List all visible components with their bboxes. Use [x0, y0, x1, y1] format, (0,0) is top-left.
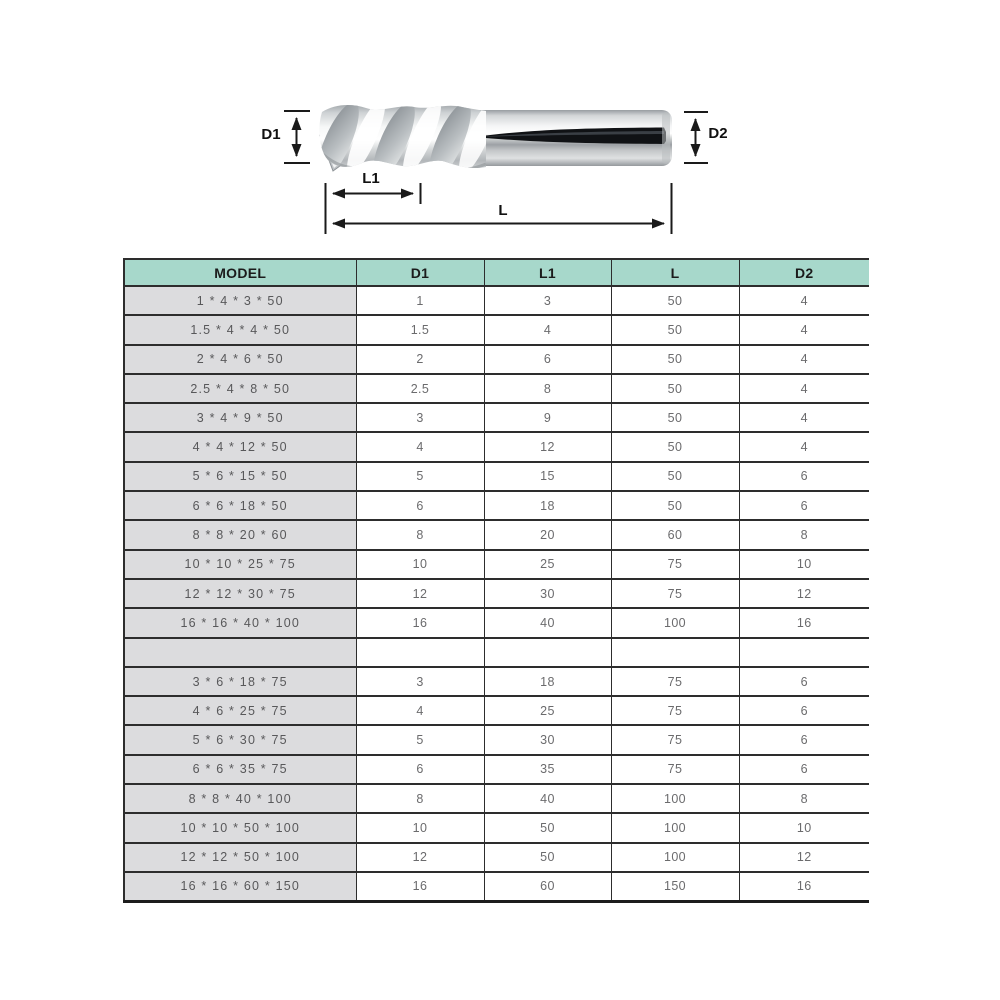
value-cell: 5: [356, 725, 484, 754]
value-cell: 4: [356, 696, 484, 725]
value-cell: 3: [356, 403, 484, 432]
value-cell: 6: [739, 462, 869, 491]
value-cell: 8: [356, 784, 484, 813]
value-cell: 9: [484, 403, 611, 432]
column-header-l1: L1: [484, 259, 611, 286]
value-cell: [739, 638, 869, 667]
value-cell: 60: [484, 872, 611, 901]
model-cell: 8 * 8 * 40 * 100: [124, 784, 356, 813]
spec-table-header-row: [124, 259, 869, 286]
model-cell: 12 * 12 * 30 * 75: [124, 579, 356, 608]
value-cell: 3: [356, 667, 484, 696]
model-cell: 5 * 6 * 30 * 75: [124, 725, 356, 754]
value-cell: 50: [484, 843, 611, 872]
value-cell: 50: [484, 813, 611, 842]
table-row: [124, 843, 869, 872]
value-cell: 10: [739, 813, 869, 842]
value-cell: 150: [611, 872, 739, 901]
table-row: [124, 286, 869, 315]
model-cell: 4 * 4 * 12 * 50: [124, 432, 356, 461]
value-cell: 1.5: [356, 315, 484, 344]
spec-table: [123, 258, 869, 903]
table-row: [124, 784, 869, 813]
value-cell: 40: [484, 784, 611, 813]
value-cell: 4: [739, 345, 869, 374]
table-row: [124, 374, 869, 403]
value-cell: 50: [611, 286, 739, 315]
value-cell: 6: [739, 491, 869, 520]
value-cell: 8: [739, 520, 869, 549]
endmill-diagram: [0, 0, 1000, 250]
value-cell: 4: [739, 374, 869, 403]
value-cell: 50: [611, 462, 739, 491]
value-cell: 75: [611, 725, 739, 754]
model-cell: 16 * 16 * 60 * 150: [124, 872, 356, 901]
model-cell: 10 * 10 * 50 * 100: [124, 813, 356, 842]
value-cell: 4: [739, 432, 869, 461]
value-cell: 12: [739, 843, 869, 872]
value-cell: 75: [611, 667, 739, 696]
value-cell: 4: [739, 286, 869, 315]
value-cell: 50: [611, 345, 739, 374]
table-row: [124, 725, 869, 754]
column-header-model: MODEL: [124, 259, 356, 286]
table-row: [124, 608, 869, 637]
value-cell: 16: [739, 608, 869, 637]
model-cell: 1 * 4 * 3 * 50: [124, 286, 356, 315]
value-cell: 10: [739, 550, 869, 579]
value-cell: 50: [611, 374, 739, 403]
d1-label: D1: [261, 126, 281, 143]
table-row: [124, 755, 869, 784]
value-cell: [611, 638, 739, 667]
value-cell: 10: [356, 550, 484, 579]
value-cell: 5: [356, 462, 484, 491]
value-cell: 100: [611, 608, 739, 637]
table-row: [124, 872, 869, 901]
table-row: [124, 579, 869, 608]
table-row: [124, 491, 869, 520]
value-cell: 100: [611, 843, 739, 872]
table-row: [124, 696, 869, 725]
value-cell: 6: [739, 696, 869, 725]
table-row: [124, 403, 869, 432]
value-cell: 30: [484, 579, 611, 608]
model-cell: 1.5 * 4 * 4 * 50: [124, 315, 356, 344]
value-cell: 50: [611, 432, 739, 461]
value-cell: 6: [739, 667, 869, 696]
model-cell: 8 * 8 * 20 * 60: [124, 520, 356, 549]
value-cell: 30: [484, 725, 611, 754]
table-row: [124, 315, 869, 344]
value-cell: 10: [356, 813, 484, 842]
model-cell: 3 * 6 * 18 * 75: [124, 667, 356, 696]
value-cell: 8: [356, 520, 484, 549]
value-cell: 1: [356, 286, 484, 315]
column-header-d1: D1: [356, 259, 484, 286]
d2-label: D2: [708, 125, 728, 142]
table-row: [124, 520, 869, 549]
model-cell: 5 * 6 * 15 * 50: [124, 462, 356, 491]
value-cell: 50: [611, 491, 739, 520]
value-cell: 3: [484, 286, 611, 315]
value-cell: 8: [484, 374, 611, 403]
table-row: [124, 550, 869, 579]
value-cell: [356, 638, 484, 667]
value-cell: 50: [611, 403, 739, 432]
value-cell: 25: [484, 550, 611, 579]
value-cell: 8: [739, 784, 869, 813]
model-cell: 10 * 10 * 25 * 75: [124, 550, 356, 579]
model-cell: 2 * 4 * 6 * 50: [124, 345, 356, 374]
value-cell: 4: [356, 432, 484, 461]
value-cell: 100: [611, 784, 739, 813]
table-row: [124, 432, 869, 461]
value-cell: [484, 638, 611, 667]
value-cell: 16: [356, 608, 484, 637]
l1-label: L1: [362, 170, 380, 187]
model-cell: 2.5 * 4 * 8 * 50: [124, 374, 356, 403]
model-cell: 16 * 16 * 40 * 100: [124, 608, 356, 637]
value-cell: 75: [611, 579, 739, 608]
value-cell: 4: [484, 315, 611, 344]
value-cell: 6: [484, 345, 611, 374]
spec-table-section: [123, 258, 868, 903]
table-row: [124, 345, 869, 374]
value-cell: 12: [356, 843, 484, 872]
value-cell: 75: [611, 696, 739, 725]
value-cell: 25: [484, 696, 611, 725]
value-cell: 6: [356, 491, 484, 520]
table-row: [124, 667, 869, 696]
spec-table-body: [124, 286, 869, 901]
value-cell: 6: [356, 755, 484, 784]
model-cell: [124, 638, 356, 667]
value-cell: 6: [739, 755, 869, 784]
value-cell: 60: [611, 520, 739, 549]
column-header-d2: D2: [739, 259, 869, 286]
value-cell: 20: [484, 520, 611, 549]
table-row: [124, 462, 869, 491]
model-cell: 12 * 12 * 50 * 100: [124, 843, 356, 872]
value-cell: 75: [611, 550, 739, 579]
table-row: [124, 813, 869, 842]
value-cell: 6: [739, 725, 869, 754]
model-cell: 6 * 6 * 35 * 75: [124, 755, 356, 784]
value-cell: 75: [611, 755, 739, 784]
model-cell: 4 * 6 * 25 * 75: [124, 696, 356, 725]
dimension-l1: [326, 183, 421, 234]
value-cell: 12: [484, 432, 611, 461]
value-cell: 16: [739, 872, 869, 901]
l-label: L: [498, 202, 508, 219]
model-cell: 6 * 6 * 18 * 50: [124, 491, 356, 520]
separator-row: [124, 638, 869, 667]
value-cell: 35: [484, 755, 611, 784]
value-cell: 15: [484, 462, 611, 491]
value-cell: 2: [356, 345, 484, 374]
value-cell: 40: [484, 608, 611, 637]
value-cell: 50: [611, 315, 739, 344]
value-cell: 18: [484, 667, 611, 696]
column-header-l: L: [611, 259, 739, 286]
value-cell: 4: [739, 403, 869, 432]
value-cell: 4: [739, 315, 869, 344]
value-cell: 12: [356, 579, 484, 608]
value-cell: 2.5: [356, 374, 484, 403]
model-cell: 3 * 4 * 9 * 50: [124, 403, 356, 432]
value-cell: 100: [611, 813, 739, 842]
value-cell: 16: [356, 872, 484, 901]
value-cell: 12: [739, 579, 869, 608]
value-cell: 18: [484, 491, 611, 520]
